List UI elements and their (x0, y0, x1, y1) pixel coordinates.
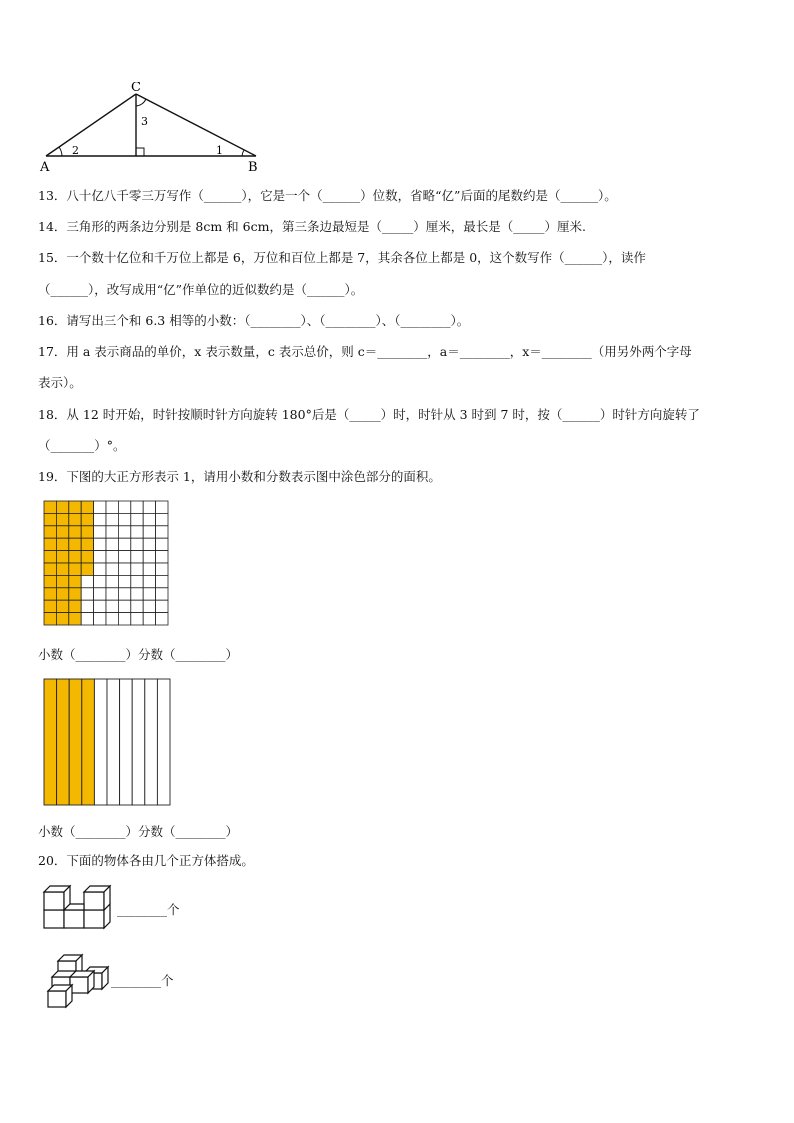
grid-cell-shaded (44, 613, 56, 625)
grid-cell (81, 588, 93, 600)
grid-cell (156, 526, 168, 538)
grid-cell-shaded (81, 563, 93, 575)
grid-cell (106, 600, 118, 612)
grid-cell (106, 588, 118, 600)
cube-stack-figure-1 (42, 884, 112, 930)
grid-cell-shaded (69, 600, 81, 612)
grid-cell (131, 600, 143, 612)
cube-stack-figure-2 (44, 951, 110, 1011)
question-15-line-1: 15．一个数十亿位和千万位上都是 6，万位和百位上都是 7，其余各位上都是 0，这个数写作（______），读作 (38, 250, 646, 265)
grid-cell-shaded (56, 526, 68, 538)
q19-caption-2: 小数（________）分数（________） (38, 824, 239, 839)
grid-cell (143, 613, 155, 625)
grid-cell-shaded (69, 563, 81, 575)
grid-cell (118, 526, 130, 538)
grid-cell (94, 538, 106, 550)
grid-cell (106, 613, 118, 625)
grid-cell-shaded (69, 513, 81, 525)
grid-cell (94, 551, 106, 563)
vertex-a-label: A (40, 160, 50, 174)
grid-cell (156, 600, 168, 612)
grid-cell-shaded (69, 613, 81, 625)
grid-cell (131, 563, 143, 575)
grid-cell-shaded (56, 588, 68, 600)
q20-answer-2: ________个 (111, 973, 174, 988)
grid-cell-shaded (44, 575, 56, 587)
question-13: 13．八十亿八千零三万写作（______），它是一个（______）位数，省略“亿”后面的尾数约是（______）。 (38, 188, 617, 203)
triangle-figure (36, 82, 266, 174)
grid-cell (94, 600, 106, 612)
grid-cell-shaded (81, 501, 93, 513)
ten-strips-figure (43, 678, 173, 806)
grid-cell (143, 551, 155, 563)
grid-cell (131, 538, 143, 550)
grid-cell-shaded (81, 526, 93, 538)
grid-cell (94, 526, 106, 538)
grid-cell-shaded (56, 513, 68, 525)
grid-cell (156, 588, 168, 600)
grid-cell-shaded (69, 501, 81, 513)
grid-cell-shaded (69, 575, 81, 587)
question-18-line-2: （_______）°。 (38, 438, 126, 453)
grid-cell (131, 575, 143, 587)
grid-cell (118, 538, 130, 550)
strip-shaded (82, 679, 95, 805)
hundred-grid-figure (43, 500, 169, 626)
q20-answer-1: ________个 (117, 902, 180, 917)
grid-cell (156, 501, 168, 513)
grid-cell (131, 526, 143, 538)
grid-cell (131, 588, 143, 600)
grid-cell (118, 513, 130, 525)
angle-3-label: 3 (141, 115, 148, 128)
grid-cell-shaded (81, 513, 93, 525)
grid-cell-shaded (44, 588, 56, 600)
grid-cell (131, 551, 143, 563)
grid-cell (156, 538, 168, 550)
strip (120, 679, 133, 805)
grid-cell (143, 538, 155, 550)
grid-cell (143, 563, 155, 575)
grid-cell (156, 563, 168, 575)
strip (107, 679, 120, 805)
grid-cell (94, 588, 106, 600)
grid-cell (106, 538, 118, 550)
grid-cell-shaded (56, 575, 68, 587)
grid-cell-shaded (44, 538, 56, 550)
strip (94, 679, 107, 805)
q19-caption-1: 小数（________）分数（________） (38, 647, 239, 662)
grid-cell-shaded (81, 538, 93, 550)
strip (145, 679, 158, 805)
grid-cell (106, 513, 118, 525)
strip-shaded (69, 679, 82, 805)
question-17-line-1: 17．用 a 表示商品的单价，x 表示数量，c 表示总价，则 c＝________，a＝________，x＝________（用另外两个字母 (38, 344, 692, 359)
grid-cell-shaded (44, 563, 56, 575)
grid-cell (106, 575, 118, 587)
grid-cell (156, 551, 168, 563)
grid-cell (143, 588, 155, 600)
grid-cell-shaded (44, 600, 56, 612)
question-16: 16．请写出三个和 6.3 相等的小数：（________）、（________）、（________）。 (38, 313, 470, 328)
strip (157, 679, 170, 805)
question-19-title: 19．下图的大正方形表示 1，请用小数和分数表示图中涂色部分的面积。 (38, 469, 441, 484)
strip-shaded (44, 679, 57, 805)
grid-cell (94, 501, 106, 513)
grid-cell (118, 600, 130, 612)
grid-cell (81, 613, 93, 625)
grid-cell (131, 513, 143, 525)
grid-cell-shaded (44, 551, 56, 563)
grid-cell-shaded (56, 551, 68, 563)
strip (132, 679, 145, 805)
strip-shaded (57, 679, 70, 805)
grid-cell (94, 563, 106, 575)
grid-cell-shaded (69, 551, 81, 563)
grid-cell-shaded (56, 613, 68, 625)
grid-cell-shaded (69, 526, 81, 538)
grid-cell (143, 575, 155, 587)
grid-cell (81, 600, 93, 612)
grid-cell (106, 501, 118, 513)
grid-cell-shaded (44, 526, 56, 538)
grid-cell (106, 526, 118, 538)
question-15-line-2: （______），改写成用“亿”作单位的近似数约是（______）。 (38, 282, 364, 297)
grid-cell-shaded (69, 588, 81, 600)
grid-cell (118, 575, 130, 587)
grid-cell (118, 501, 130, 513)
grid-cell-shaded (81, 551, 93, 563)
angle-2-label: 2 (72, 144, 79, 157)
grid-cell-shaded (44, 513, 56, 525)
grid-cell-shaded (56, 501, 68, 513)
grid-cell-shaded (56, 563, 68, 575)
grid-cell (143, 513, 155, 525)
grid-cell (118, 588, 130, 600)
grid-cell (106, 563, 118, 575)
grid-cell (131, 501, 143, 513)
question-14: 14．三角形的两条边分别是 8cm 和 6cm，第三条边最短是（_____）厘米，最长是（_____）厘米. (38, 219, 586, 234)
grid-cell (118, 563, 130, 575)
grid-cell (94, 513, 106, 525)
grid-cell-shaded (56, 600, 68, 612)
grid-cell (143, 600, 155, 612)
grid-cell (94, 575, 106, 587)
grid-cell (118, 613, 130, 625)
question-20-title: 20．下面的物体各由几个正方体搭成。 (38, 853, 254, 868)
question-18-line-1: 18．从 12 时开始，时针按顺时针方向旋转 180°后是（_____）时，时针从 3 时到 7 时，按（______）时针方向旋转了 (38, 407, 700, 422)
grid-cell (156, 613, 168, 625)
grid-cell (143, 526, 155, 538)
vertex-c-label: C (131, 82, 141, 95)
vertex-b-label: B (248, 160, 258, 174)
grid-cell (131, 613, 143, 625)
grid-cell (106, 551, 118, 563)
grid-cell-shaded (69, 538, 81, 550)
grid-cell (94, 613, 106, 625)
grid-cell-shaded (56, 538, 68, 550)
grid-cell-shaded (44, 501, 56, 513)
question-17-line-2: 表示）。 (38, 375, 82, 390)
angle-1-label: 1 (216, 144, 223, 157)
grid-cell (143, 501, 155, 513)
grid-cell (118, 551, 130, 563)
grid-cell (156, 513, 168, 525)
grid-cell (81, 575, 93, 587)
grid-cell (156, 575, 168, 587)
